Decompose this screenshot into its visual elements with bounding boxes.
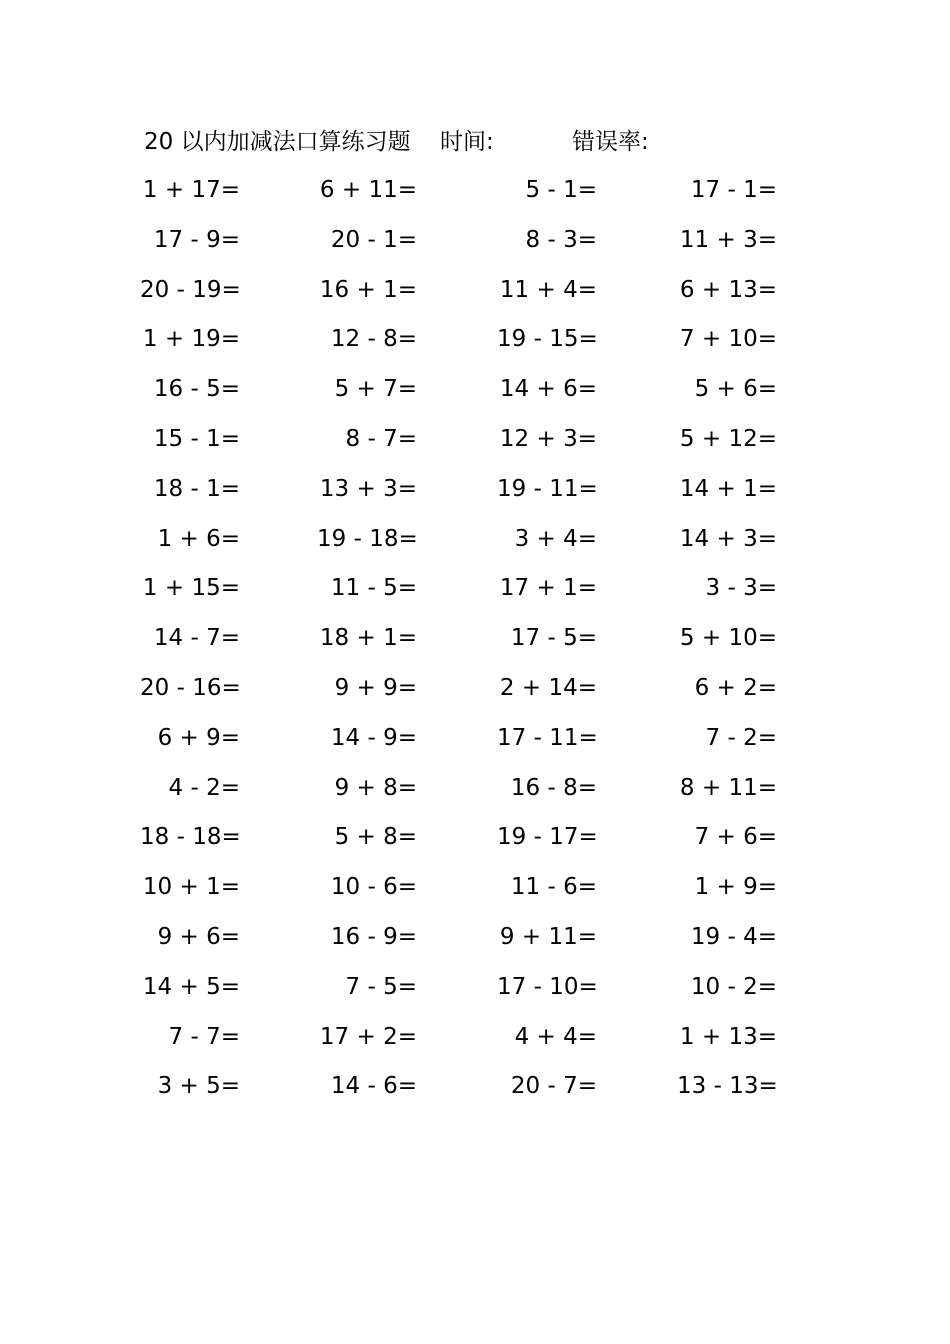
problem-grid — [140, 166, 800, 1112]
problem-row — [140, 813, 800, 863]
problem-row — [140, 913, 800, 963]
problem-row — [140, 266, 800, 316]
problem-item: 16 - 8= — [510, 774, 597, 801]
problem-item: 10 - 2= — [690, 973, 777, 1000]
problem-item: 16 - 9= — [330, 923, 417, 950]
problem-item: 7 + 10= — [679, 326, 777, 353]
problem-row — [140, 415, 800, 465]
problem-item: 17 - 9= — [153, 226, 240, 253]
problem-item: 6 + 2= — [694, 674, 777, 701]
problem-row — [140, 614, 800, 664]
problem-item: 14 + 5= — [142, 973, 240, 1000]
problem-row — [140, 166, 800, 216]
problem-row — [140, 714, 800, 764]
problem-item: 11 + 3= — [679, 226, 777, 253]
problem-row — [140, 515, 800, 565]
problem-row — [140, 1062, 800, 1112]
problem-item: 7 + 6= — [694, 824, 777, 851]
problem-item: 6 + 9= — [157, 724, 240, 751]
problem-item: 8 + 11= — [679, 774, 777, 801]
problem-item: 11 + 4= — [499, 276, 597, 303]
problem-item: 17 - 11= — [497, 724, 598, 751]
problem-item: 20 - 1= — [330, 226, 417, 253]
problem-item: 14 - 9= — [330, 724, 417, 751]
problem-item: 11 - 6= — [510, 874, 597, 901]
problem-item: 1 + 6= — [157, 525, 240, 552]
problem-item: 14 + 6= — [499, 376, 597, 403]
problem-item: 11 - 5= — [330, 575, 417, 602]
problem-item: 13 - 13= — [677, 1073, 778, 1100]
problem-row — [140, 1013, 800, 1063]
problem-item: 5 - 1= — [525, 177, 597, 203]
problem-item: 5 + 8= — [334, 824, 417, 851]
problem-item: 4 + 4= — [514, 1023, 597, 1050]
problem-row — [140, 365, 800, 415]
problem-item: 9 + 11= — [499, 923, 597, 950]
problem-item: 19 - 17= — [497, 824, 598, 851]
problem-item: 14 - 7= — [153, 625, 240, 652]
problem-item: 7 - 5= — [345, 973, 417, 1000]
problem-item: 18 + 1= — [319, 625, 417, 652]
problem-item: 4 - 2= — [168, 774, 240, 801]
problem-item: 13 + 3= — [319, 475, 417, 502]
problem-row — [140, 764, 800, 814]
problem-item: 14 + 1= — [679, 475, 777, 502]
problem-item: 16 - 5= — [153, 376, 240, 403]
problem-item: 9 + 9= — [334, 674, 417, 701]
problem-item: 6 + 11= — [319, 177, 417, 203]
problem-row — [140, 315, 800, 365]
problem-item: 7 - 2= — [705, 724, 777, 751]
problem-item: 2 + 14= — [499, 674, 597, 701]
problem-item: 19 - 18= — [317, 525, 418, 552]
problem-row — [140, 564, 800, 614]
worksheet-title: 20 以内加减法口算练习题 — [144, 129, 411, 155]
problem-item: 19 - 15= — [497, 326, 598, 353]
problem-item: 3 - 3= — [705, 575, 777, 602]
problem-item: 12 + 3= — [499, 425, 597, 452]
problem-item: 8 - 7= — [345, 425, 417, 452]
error-rate-label: 错误率: — [572, 129, 649, 155]
problem-item: 15 - 1= — [153, 425, 240, 452]
problem-item: 1 + 13= — [679, 1023, 777, 1050]
problem-item: 18 - 1= — [153, 475, 240, 502]
problem-item: 17 - 5= — [510, 625, 597, 652]
problem-item: 1 + 9= — [694, 874, 777, 901]
problem-item: 1 + 15= — [142, 575, 240, 602]
problem-item: 20 - 19= — [140, 276, 241, 303]
problem-item: 9 + 6= — [157, 923, 240, 950]
problem-item: 17 + 1= — [499, 575, 597, 602]
problem-item: 3 + 5= — [157, 1073, 240, 1100]
problem-item: 20 - 16= — [140, 674, 241, 701]
worksheet-header — [144, 122, 844, 162]
problem-item: 18 - 18= — [140, 824, 241, 851]
problem-item: 5 + 12= — [679, 425, 777, 452]
problem-item: 6 + 13= — [679, 276, 777, 303]
problem-item: 17 + 2= — [319, 1023, 417, 1050]
problem-item: 20 - 7= — [510, 1073, 597, 1100]
problem-item: 5 + 10= — [679, 625, 777, 652]
problem-item: 17 - 10= — [497, 973, 598, 1000]
problem-item: 19 - 4= — [690, 923, 777, 950]
problem-item: 10 + 1= — [142, 874, 240, 901]
problem-row — [140, 465, 800, 515]
problem-item: 1 + 19= — [142, 326, 240, 353]
problem-item: 9 + 8= — [334, 774, 417, 801]
problem-row — [140, 664, 800, 714]
problem-item: 10 - 6= — [330, 874, 417, 901]
problem-item: 16 + 1= — [319, 276, 417, 303]
problem-item: 8 - 3= — [525, 226, 597, 253]
problem-row — [140, 863, 800, 913]
problem-item: 17 - 1= — [690, 177, 777, 203]
problem-item: 7 - 7= — [168, 1023, 240, 1050]
problem-item: 3 + 4= — [514, 525, 597, 552]
problem-row — [140, 216, 800, 266]
problem-row — [140, 963, 800, 1013]
problem-item: 14 + 3= — [679, 525, 777, 552]
problem-item: 5 + 7= — [334, 376, 417, 403]
problem-item: 14 - 6= — [330, 1073, 417, 1100]
problem-item: 12 - 8= — [330, 326, 417, 353]
problem-item: 5 + 6= — [694, 376, 777, 403]
problem-item: 19 - 11= — [497, 475, 598, 502]
time-label: 时间: — [440, 129, 494, 155]
problem-item: 1 + 17= — [142, 177, 240, 203]
